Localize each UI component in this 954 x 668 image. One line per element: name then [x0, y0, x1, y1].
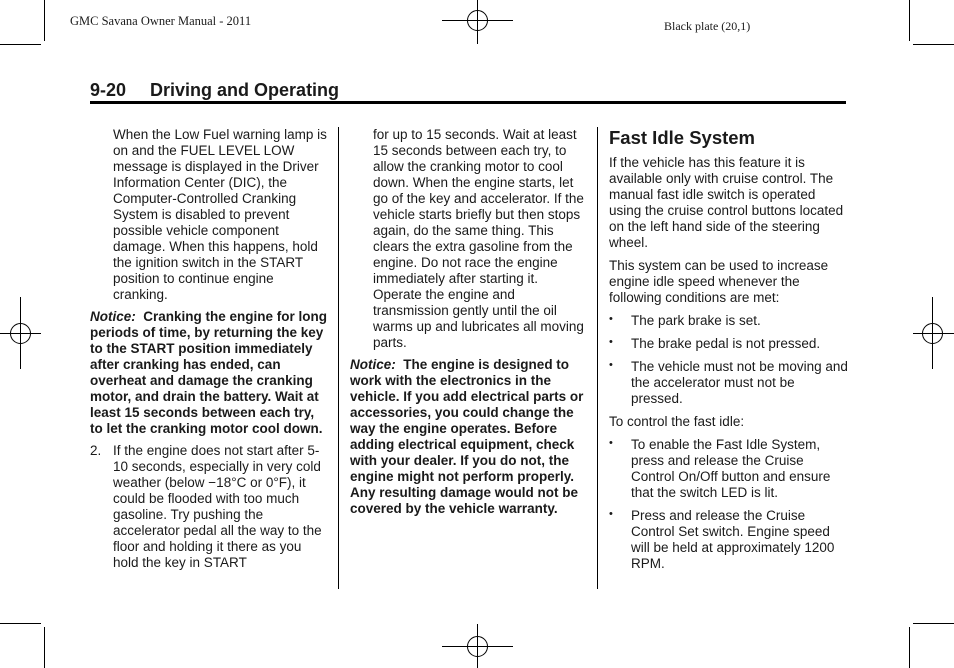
conditions-list: [609, 313, 849, 407]
crop-mark: [0, 623, 41, 624]
notice-label: Notice:: [350, 357, 396, 372]
fast-idle-heading: Fast Idle System: [609, 127, 756, 148]
list-item: [609, 313, 849, 329]
notice-label: Notice:: [90, 309, 136, 324]
column-1: [90, 127, 330, 577]
crop-mark: [44, 627, 45, 668]
fast-idle-conditions-intro: This system can be used to increase engine idle speed whenever the following conditions are met:: [609, 258, 829, 305]
bullet-icon: •: [609, 508, 613, 520]
plate-label: Black plate (20,1): [664, 19, 751, 33]
list-item: [609, 359, 849, 407]
heading-rule: [90, 101, 846, 104]
crop-mark: [0, 44, 41, 45]
column-3: [609, 127, 849, 579]
section-title: Driving and Operating: [150, 80, 340, 100]
list-item: [609, 437, 849, 501]
bullet-icon: •: [609, 437, 613, 449]
item-text: If the engine does not start after 5-10 seconds, especially in very cold weather (below −18°C or 0°F), it could be flooded with too much gasoline. Try pushing the accelerator pedal all the way to the floor and holding it there as you hold the key in START: [113, 443, 322, 570]
list-item-text: The brake pedal is not pressed.: [631, 336, 821, 351]
list-item-text: To enable the Fast Idle System, press and release the Cruise Control On/Off button and ensure that the switch LED is lit.: [631, 437, 831, 500]
section-heading: [90, 80, 339, 101]
crop-mark: [913, 623, 954, 624]
page-number: 9-20: [90, 80, 127, 100]
list-item-text: Press and release the Cruise Control Set switch. Engine speed will be held at approximately 1200 RPM.: [631, 508, 835, 571]
bullet-icon: •: [609, 336, 613, 348]
list-item-text: The park brake is set.: [631, 313, 761, 328]
numbered-item: [90, 443, 330, 571]
notice-text: The engine is designed to work with the electronics in the vehicle. If you add electrical parts or accessories, you could change the way the engine operates. Before adding electrical equipment, check with your dealer. If you do not, the engine might not perform properly. Any resulting damage would not be covered by the vehicle warranty.: [350, 357, 584, 516]
notice-electronics: [350, 357, 590, 517]
notice-cranking: [90, 309, 330, 437]
crop-mark: [909, 0, 910, 41]
steps-list: [609, 437, 849, 572]
list-item: [609, 508, 849, 572]
notice-text: Cranking the engine for long periods of time, by returning the key to the START position immediately after cranking has ended, can overheat and damage the cranking motor, and drain the battery. Wait at least 15 seconds between each try, to let the cranking motor cool down.: [90, 309, 328, 436]
item-number: 2.: [90, 443, 102, 458]
fast-idle-intro: If the vehicle has this feature it is available only with cruise control. The manual fast idle switch is operated using the cruise control buttons located on the left hand side of the steering wheel.: [609, 155, 844, 250]
manual-title: GMC Savana Owner Manual - 2011: [70, 14, 252, 28]
crop-mark: [913, 44, 954, 45]
column-2: [350, 127, 590, 523]
continued-paragraph: for up to 15 seconds. Wait at least 15 seconds between each try, to allow the cranking motor to cool down. When the engine starts, let go of the key and accelerator. If the vehicle starts briefly but then stops again, do the same thing. This clears the extra gasoline from the engine. Do not race the engine immediately after starting it. Operate the engine and transmission gently until the oil warms up and lubricates all moving parts.: [373, 127, 584, 350]
column-divider: [338, 127, 339, 589]
control-intro: To control the fast idle:: [609, 414, 745, 429]
bullet-icon: •: [609, 359, 613, 371]
crop-mark: [44, 0, 45, 41]
low-fuel-paragraph: When the Low Fuel warning lamp is on and the FUEL LEVEL LOW message is displayed in the Driver Information Center (DIC), the Computer-Controlled Cranking System is disabled to prevent possible vehicle component damage. When this happens, hold the ignition switch in the START position to continue engine cranking.: [113, 127, 327, 302]
bullet-icon: •: [609, 313, 613, 325]
list-item-text: The vehicle must not be moving and the accelerator must not be pressed.: [631, 359, 848, 406]
list-item: [609, 336, 849, 352]
crop-mark: [909, 627, 910, 668]
column-divider: [597, 127, 598, 589]
